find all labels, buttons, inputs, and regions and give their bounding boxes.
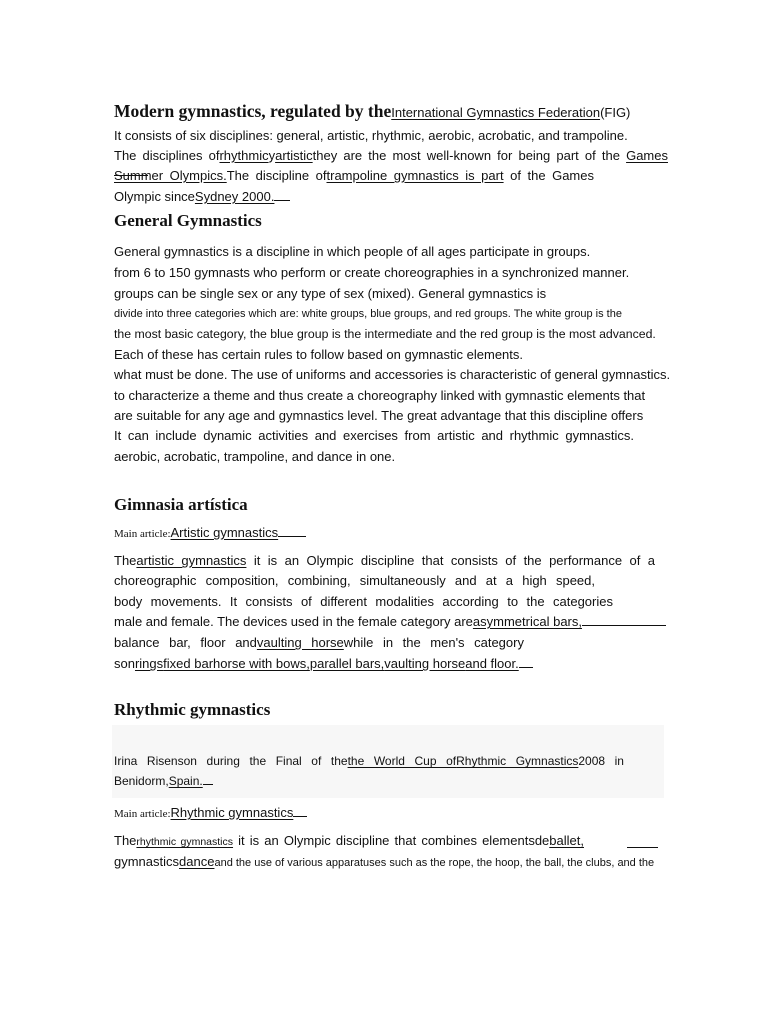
general-line: It can include dynamic activities and exercises from artistic and rhythmic gymnastics.: [114, 428, 634, 443]
vaulting-horse-link[interactable]: vaulting horse: [256, 635, 344, 650]
general-line: General gymnastics is a discipline in which people of all ages participate in groups.: [114, 244, 591, 259]
fixed-bar-link[interactable]: fixed bar: [163, 656, 214, 671]
general-line: the most basic category, the blue group is the intermediate and the red group is the most advanced.: [114, 327, 656, 341]
main-article-rhythmic: [114, 805, 307, 822]
text-span: son: [114, 656, 135, 671]
main-article-artistic: [114, 525, 306, 542]
world-cup-link[interactable]: the World Cup of: [347, 754, 457, 768]
rhythmic-line: [114, 833, 584, 850]
text-span: 2008 in: [578, 754, 624, 768]
text-span: The: [114, 553, 137, 568]
spain-link[interactable]: Spain.: [168, 774, 203, 788]
asymmetrical-bars-link[interactable]: asymmetrical bars,: [472, 614, 582, 629]
rings-link[interactable]: rings: [134, 656, 164, 671]
games-link[interactable]: Games: [626, 148, 668, 163]
underline-gap-wrap: [627, 836, 658, 852]
underline-gap: [582, 624, 666, 626]
trampoline-link[interactable]: trampoline gymnastics is part: [326, 168, 504, 183]
artistic-line: [114, 656, 533, 672]
text-span: they are the most well-known for being part of the: [312, 148, 620, 163]
rhythmic-gymnastics-caption-link[interactable]: Rhythmic Gymnastics: [456, 754, 579, 768]
text-span: gymnastics: [114, 854, 180, 869]
artistic-line: choreographic composition, combining, simultaneously and at a high speed,: [114, 573, 595, 588]
text-span: Olympic since: [114, 189, 195, 204]
vaulting-horse-link-2[interactable]: vaulting horse: [384, 656, 466, 671]
text-span: y: [268, 148, 276, 163]
underline-gap: [627, 846, 658, 848]
general-line: groups can be single sex or any type of sex (mixed). General gymnastics is: [114, 286, 547, 301]
text-span: of the Games: [510, 168, 594, 183]
text-span: The discipline of: [226, 168, 327, 183]
text-span: The disciplines of: [114, 148, 220, 163]
fig-link[interactable]: International Gymnastics Federation: [391, 105, 601, 120]
underline-gap: [293, 815, 307, 817]
artistic-link[interactable]: artistic: [275, 148, 313, 163]
artistic-line: [114, 614, 666, 630]
text-span: de: [534, 833, 550, 848]
fig-abbr: (FIG): [600, 105, 631, 120]
artistic-line: [114, 635, 524, 651]
artistic-line: body movements. It consists of different modalities according to the categories: [114, 594, 613, 609]
parallel-bars-link[interactable]: parallel bars,: [309, 656, 385, 671]
artistic-heading: Gimnasia artística: [114, 495, 248, 514]
underline-gap: [274, 199, 290, 201]
underline-gap: [278, 535, 306, 537]
ballet-link[interactable]: ballet,: [549, 833, 584, 848]
text-span: Benidorm,: [114, 774, 169, 788]
general-line: to characterize a theme and thus create a choreography linked with gymnastic elements that: [114, 388, 646, 403]
artistic-gymnastics-inline-link[interactable]: artistic gymnastics: [136, 553, 247, 568]
main-article-label: Main article:: [114, 528, 171, 540]
general-line: are suitable for any age and gymnastics level. The great advantage that this discipline offers: [114, 408, 644, 423]
general-line: aerobic, acrobatic, trampoline, and dance in one.: [114, 449, 396, 464]
underline-gap: [519, 666, 533, 668]
caption-line: [114, 753, 624, 769]
main-article-label: Main article:: [114, 808, 171, 820]
rhythmic-gymnastics-inline-link[interactable]: rhythmic gymnastics: [136, 836, 234, 848]
pommel-horse-link[interactable]: horse with bows,: [213, 656, 310, 671]
rhythmic-link[interactable]: rhythmic: [219, 148, 269, 163]
floor-link[interactable]: and floor.: [465, 656, 519, 671]
intro-line: It consists of six disciplines: general, artistic, rhythmic, aerobic, acrobatic, and trampoline.: [114, 128, 628, 143]
rhythmic-line: [114, 854, 654, 871]
text-span: The: [114, 833, 137, 848]
artistic-line: [114, 553, 655, 569]
text-span: it is an Olympic discipline that combines elements: [238, 833, 535, 848]
general-line: what must be done. The use of uniforms and accessories is characteristic of general gymnastics.: [114, 367, 671, 382]
text-span: male and female. The devices used in the female category are: [114, 614, 473, 629]
summer-olympics-link[interactable]: Summer Olympics.: [114, 168, 227, 183]
caption-line: [114, 773, 213, 789]
rhythmic-gymnastics-link[interactable]: Rhythmic gymnastics: [170, 805, 294, 820]
general-line: divide into three categories which are: white groups, blue groups, and red groups. The white group is the: [114, 308, 622, 320]
dance-link[interactable]: dance: [179, 854, 215, 869]
rhythmic-heading: Rhythmic gymnastics: [114, 700, 271, 719]
main-heading: [114, 103, 630, 121]
sydney-link[interactable]: Sydney 2000.: [194, 189, 275, 204]
text-span: and the use of various apparatuses such as the rope, the hoop, the ball, the clubs, and the: [214, 857, 655, 869]
text-span: balance bar, floor and: [114, 635, 257, 650]
general-line: from 6 to 150 gymnasts who perform or create choreographies in a synchronized manner.: [114, 265, 630, 280]
text-span: Irina Risenson during the Final of the: [114, 754, 348, 768]
underline-gap: [203, 783, 213, 785]
intro-line: [114, 189, 290, 205]
text-span: it is an Olympic discipline that consists of the performance of a: [253, 553, 655, 568]
text-span: while in the men's category: [343, 635, 524, 650]
general-line: Each of these has certain rules to follow based on gymnastic elements.: [114, 347, 523, 362]
main-heading-lead: Modern gymnastics, regulated by the: [114, 101, 392, 121]
general-heading: General Gymnastics: [114, 211, 262, 230]
intro-line: [114, 168, 594, 184]
artistic-gymnastics-link[interactable]: Artistic gymnastics: [170, 525, 279, 540]
